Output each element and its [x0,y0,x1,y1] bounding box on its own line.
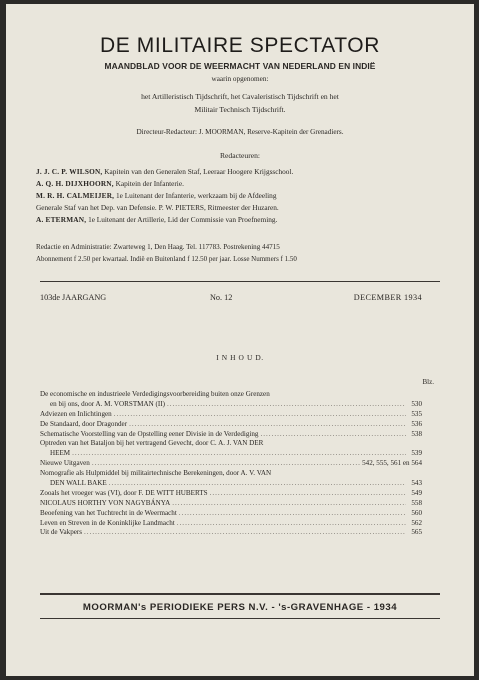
toc-entry: De economische en industrieele Verdedigingsvoorbereiding buiten onze Grenzen [40,390,270,398]
issue-volume: 103de JAARGANG [40,293,107,302]
footer-rule-top [40,593,440,595]
divider [40,281,440,282]
incorporated-label: waarin opgenomen: [211,75,269,83]
toc-entry: Zooals het vroeger was (VI), door F. DE WITT HUBERTS ..... 549 [40,488,422,498]
toc-entry: Nieuwe Uitgaven ..... 542, 555, 561 en 564 [40,458,422,468]
toc-entry: Uit de Vakpers ..... 565 [40,527,422,537]
toc-entry: HEEM ..... 539 [40,448,422,458]
journal-subtitle: MAANDBLAD VOOR DE WEERMACHT VAN NEDERLAND EN INDIË [104,61,376,71]
toc-entry: Adviezen en Inlichtingen ..... 535 [40,409,422,419]
editor-line: A. ETERMAN, 1e Luitenant der Artillerie, Lid der Commissie van Proefneming. [36,215,278,224]
toc-entry: De Standaard, door Dragonder ..... 536 [40,419,422,429]
issue-date: DECEMBER 1934 [353,293,422,302]
journal-title: DE MILITAIRE SPECTATOR [99,34,381,57]
toc-entry: en bij ons, door A. M. VORSTMAN (II) ..... 530 [40,399,422,409]
admin-line-2: Abonnement f 2.50 per kwartaal. Indië en Buitenland f 12.50 per jaar. Losse Nummers f 1.50 [36,255,297,263]
page-column-label: Blz. [422,378,434,386]
toc-entry: Beoefening van het Tuchtrecht in de Weermacht ..... 560 [40,508,422,518]
toc-entry: Nomografie als Hulpmiddel bij militairtechnische Berekeningen, door A. V. VAN [40,469,272,478]
director-line: Directeur-Redacteur: J. MOORMAN, Reserve-Kapitein der Grenadiers. [136,128,344,136]
issue-number: No. 12 [210,293,233,302]
toc-entry: Optreden van het Bataljon bij het vertragend Gevecht, door C. A. J. VAN DER [40,439,264,448]
editors-heading: Redacteuren: [219,151,261,160]
toc-entry: DEN WALL BAKE ..... 543 [40,478,422,488]
toc-entry: Schematische Voorstelling van de Opstelling eener Divisie in de Verdediging ..... 538 [40,429,422,439]
contents-heading: I N H O U D. [216,353,264,362]
table-of-contents [40,389,422,537]
publisher-footer: MOORMAN's PERIODIEKE PERS N.V. - 's-GRAVENHAGE - 1934 [82,602,398,613]
editor-line: Generale Staf van het Dep. van Defensie. P. W. PIETERS, Ritmeester der Huzaren. [36,203,279,212]
journal-cover-page [6,4,474,676]
editor-line: J. J. C. P. WILSON, Kapitein van den Generalen Staf, Leeraar Hoogere Krijgsschool. [36,167,294,176]
toc-entry: Leven en Streven in de Koninklijke Landmacht ..... 562 [40,518,422,528]
editor-line: A. Q. H. DIJXHOORN, Kapitein der Infanterie. [36,179,184,188]
admin-line-1: Redactie en Administratie: Zwarteweg 1, Den Haag. Tel. 117783. Postrekening 44715 [36,243,280,251]
footer-rule-bottom [40,618,440,619]
journals-line-1: het Artilleristisch Tijdschrift, het Cavaleristisch Tijdschrift en het [141,92,339,101]
toc-entry: NICOLAUS HORTHY VON NAGYBÁNYA ..... 558 [40,498,422,508]
editor-line: M. R. H. CALMEIJER, 1e Luitenant der Infanterie, werkzaam bij de Afdeeling [36,191,277,200]
journals-line-2: Militair Technisch Tijdschrift. [194,105,286,114]
